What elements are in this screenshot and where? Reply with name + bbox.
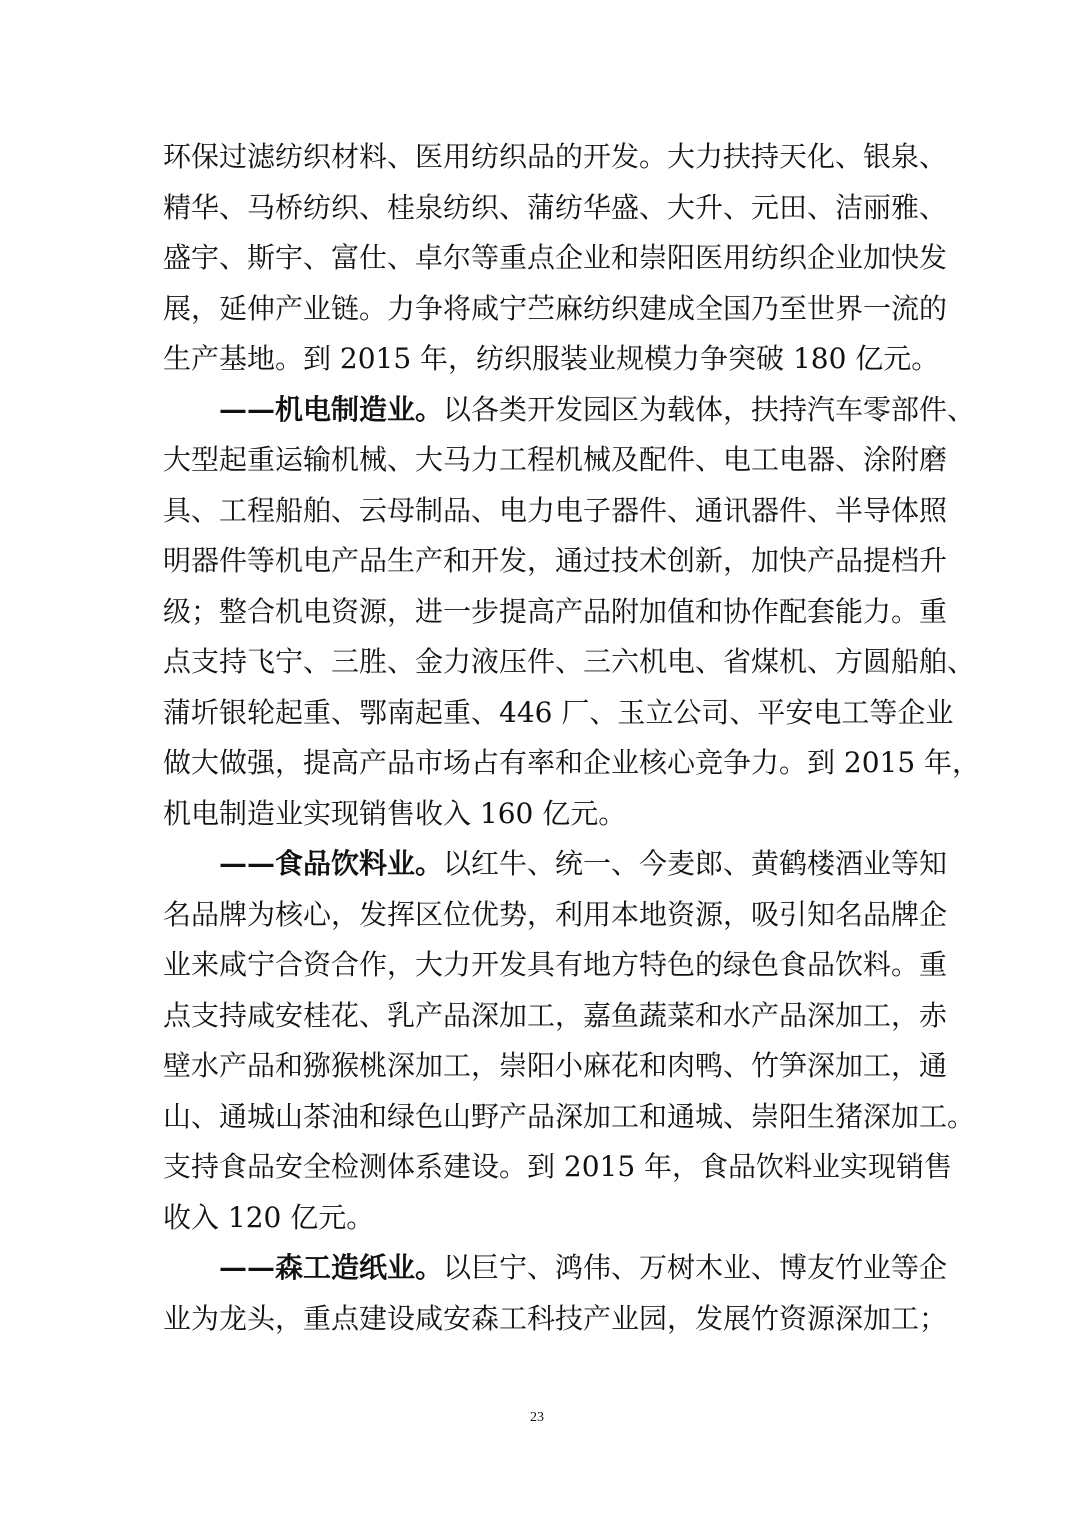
text-line: 展，延伸产业链。力争将咸宁苎麻纺织建成全国乃至世界一流的 [163,291,948,325]
text-run: 以巨宁、鸿伟、万树木业、博友竹业等企 [443,1251,948,1284]
text-line: 做大做强，提高产品市场占有率和企业核心竞争力。到 2015 年， [163,746,981,779]
paragraph-first-line [163,1243,948,1294]
page-number: 23 [530,1410,544,1425]
text-line: 支持食品安全检测体系建设。到 2015 年，食品饮料业实现销售 [163,1150,953,1183]
text-run: 以各类开发园区为载体，扶持汽车零部件、 [443,392,976,426]
text-line: 蒲圻银轮起重、鄂南起重、446 厂、玉立公司、平安电工等企业 [163,695,954,729]
section-heading-food: ——食品饮料业。 [219,847,444,880]
text-line: 业为龙头，重点建设咸安森工科技产业园，发展竹资源深加工； [163,1301,948,1335]
text-run: 以红牛、统一、今麦郎、黄鹤楼酒业等知 [443,847,948,880]
section-heading-forestry: ——森工造纸业。 [219,1251,444,1284]
text-line: 明器件等机电产品生产和开发，通过技术创新，加快产品提档升 [163,544,948,577]
text-line: 壁水产品和猕猴桃深加工，崇阳小麻花和肉鸭、竹笋深加工，通 [163,1049,948,1082]
text-line: 精华、马桥纺织、桂泉纺织、蒲纺华盛、大升、元田、洁丽雅、 [163,190,948,224]
text-line: 盛宇、斯宇、富仕、卓尔等重点企业和崇阳医用纺织企业加快发 [163,241,948,274]
section-heading-electromechanical: ——机电制造业。 [219,392,444,426]
text-line: 生产基地。到 2015 年，纺织服装业规模力争突破 180 亿元。 [163,342,940,375]
body-text [163,132,981,1344]
text-line: 机电制造业实现销售收入 160 亿元。 [163,796,627,830]
paragraph-first-line [163,385,976,436]
text-line: 业来咸宁合资合作，大力开发具有地方特色的绿色食品饮料。重 [163,948,948,981]
text-line: 点支持咸安桂花、乳产品深加工，嘉鱼蔬菜和水产品深加工，赤 [163,998,948,1032]
text-line: 名品牌为核心，发挥区位优势，利用本地资源，吸引知名品牌企 [163,897,948,931]
text-line: 点支持飞宁、三胜、金力液压件、三六机电、省煤机、方圆船舶、 [163,645,976,678]
text-line: 大型起重运输机械、大马力工程机械及配件、电工电器、涂附磨 [163,443,948,476]
text-line: 山、通城山茶油和绿色山野产品深加工和通城、崇阳生猪深加工。 [163,1099,976,1133]
text-line: 具、工程船舶、云母制品、电力电子器件、通讯器件、半导体照 [163,493,948,527]
text-line: 环保过滤纺织材料、医用纺织品的开发。大力扶持天化、银泉、 [163,140,948,173]
text-line: 收入 120 亿元。 [163,1200,375,1234]
text-line: 级；整合机电资源，进一步提高产品附加值和协作配套能力。重 [163,594,948,628]
paragraph-first-line [163,839,948,890]
